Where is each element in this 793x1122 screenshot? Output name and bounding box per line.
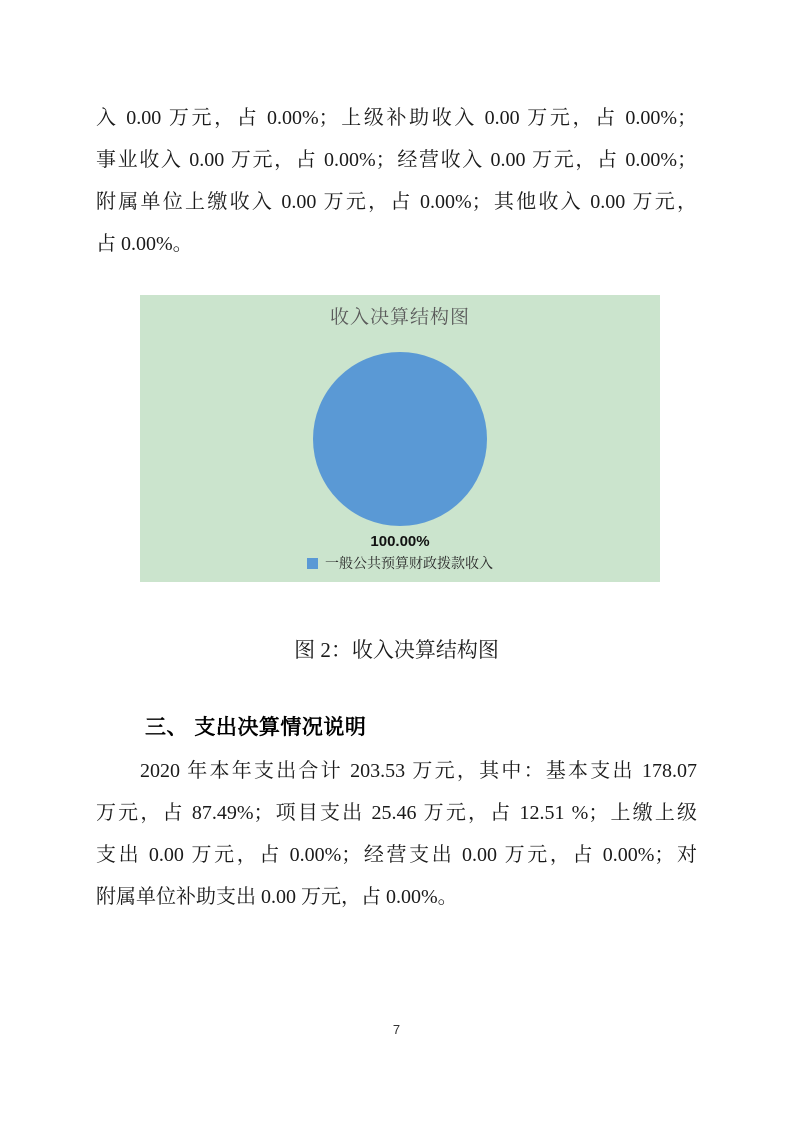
income-paragraph-line: 占 0.00%。: [96, 233, 193, 255]
expense-paragraph-line: 万元，占 87.49%；项目支出 25.46 万元，占 12.51 %；上缴上级: [96, 802, 697, 824]
income-paragraph-line: 入 0.00 万元，占 0.00%；上级补助收入 0.00 万元，占 0.00%；: [96, 107, 697, 129]
legend-swatch-icon: [307, 558, 318, 569]
page-number: 7: [392, 1022, 401, 1037]
income-paragraph-line: 附属单位上缴收入 0.00 万元，占 0.00%；其他收入 0.00 万元，: [96, 191, 697, 213]
pie-slice-general-public-budget: [313, 352, 487, 526]
figure-caption: 图 2：收入决算结构图: [294, 638, 499, 662]
chart-legend: [140, 553, 660, 573]
expense-paragraph-line: 附属单位补助支出 0.00 万元，占 0.00%。: [96, 886, 458, 908]
chart-title: 收入决算结构图: [329, 307, 470, 328]
income-pie-chart: [140, 295, 660, 582]
expense-paragraph: [96, 750, 697, 918]
expense-paragraph-line: 2020 年本年支出合计 203.53 万元，其中：基本支出 178.07: [140, 760, 697, 782]
expense-paragraph-line: 支出 0.00 万元，占 0.00%；经营支出 0.00 万元，占 0.00%；对: [96, 844, 697, 866]
legend-label: 一般公共预算财政拨款收入: [325, 557, 493, 572]
pie-data-label: 100.00%: [370, 533, 430, 550]
income-paragraph-line: 事业收入 0.00 万元，占 0.00%；经营收入 0.00 万元，占 0.00%；: [96, 149, 697, 171]
income-paragraph: [96, 97, 697, 265]
section-heading: 三、 支出决算情况说明: [145, 716, 367, 739]
